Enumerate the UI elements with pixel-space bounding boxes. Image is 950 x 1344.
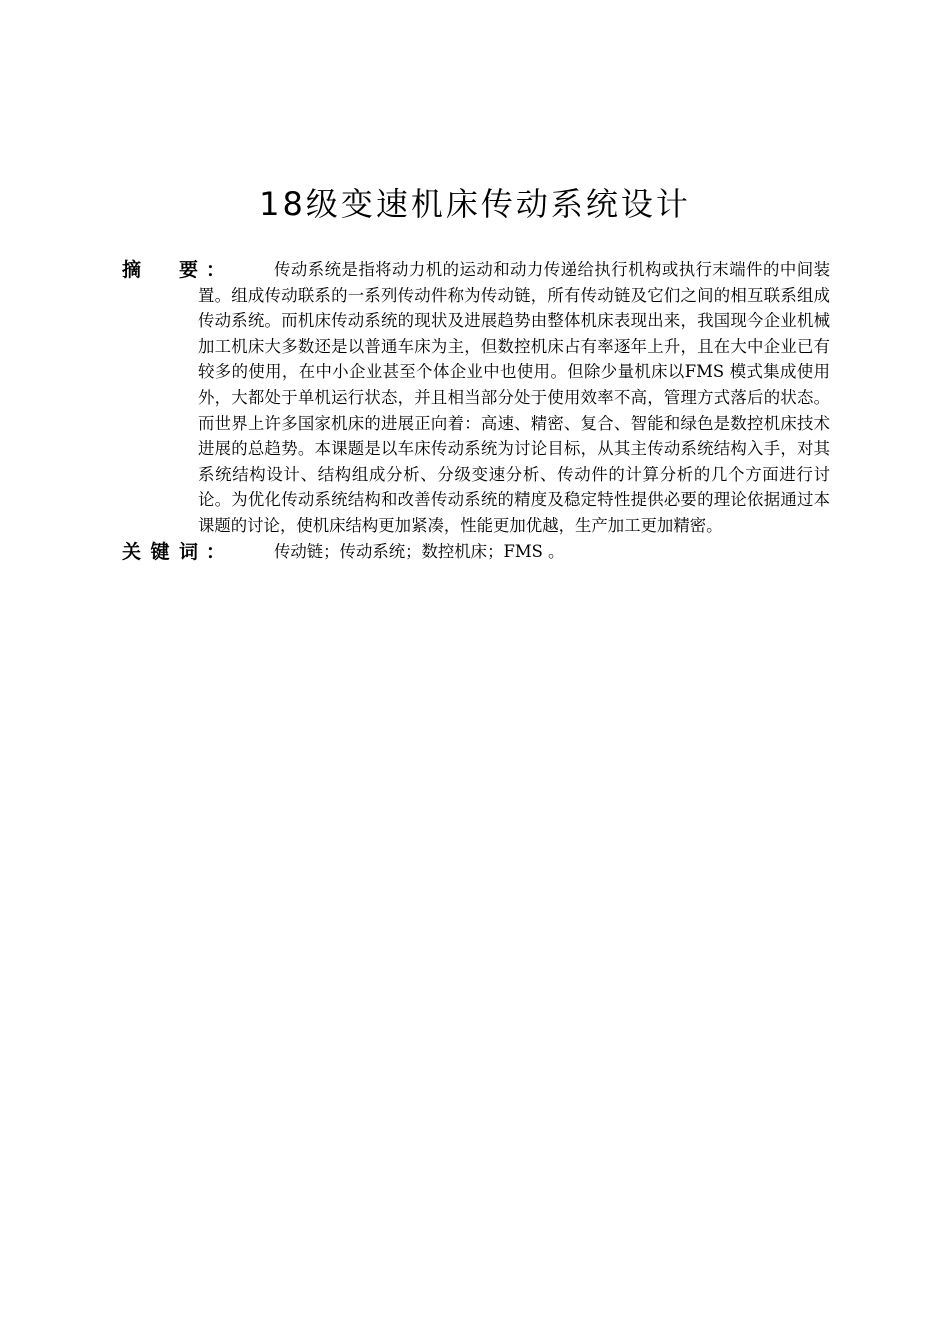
abstract-label-char-2: 要 [178, 259, 198, 281]
abstract-label-char-1: 摘 [122, 259, 142, 281]
keywords-label-char-3: 词 [178, 540, 198, 563]
abstract-body: 传动系统是指将动力机的运动和动力传递给执行机构或执行末端件的中间装置。组成传动联系的一系列传动件称为传动链，所有传动链及它们之间的相互联系组成传动系统。而机床传动系统的现状及进展趋势由整体机床表现出来，我国现今企业机械加工机床大多数还是以普通车床为主，但数控机床占有率逐年上升，且在大中企业已有较多的使用，在中小企业甚至个体企业中也使用。但除少量机床以FMS 模式集成使用外，大都处于单机运行状态，并且相当部分处于使用效率不高，管理方式落后的状态。而世界上许多国家机床的进展正向着：高速、精密、复合、智能和绿色是数控机床技术进展的总趋势。本课题是以车床传动系统为讨论目标，从其主传动系统结构入手，对其系统结构设计、结构组成分析、分级变速分析、传动件的计算分析的几个方面进行讨论。为优化传动系统结构和改善传动系统的精度及稳定特性提供必要的理论依据通过本课题的讨论，使机床结构更加紧凑，性能更加优越，生产加工更加精密。 [198, 260, 830, 535]
keywords-label-char-1: 关 [122, 540, 142, 563]
abstract-section [122, 257, 830, 565]
keywords-label-colon: ： [206, 540, 226, 563]
page-title: 18级变速机床传动系统设计 [259, 185, 691, 223]
keywords-row [122, 539, 830, 565]
keywords-label-char-2: 键 [150, 540, 170, 563]
abstract-label [122, 257, 198, 283]
keywords-label [122, 539, 198, 565]
keywords-text: 传动链；传动系统；数控机床；FMS 。 [274, 541, 565, 561]
abstract-label-colon: ： [206, 259, 226, 281]
